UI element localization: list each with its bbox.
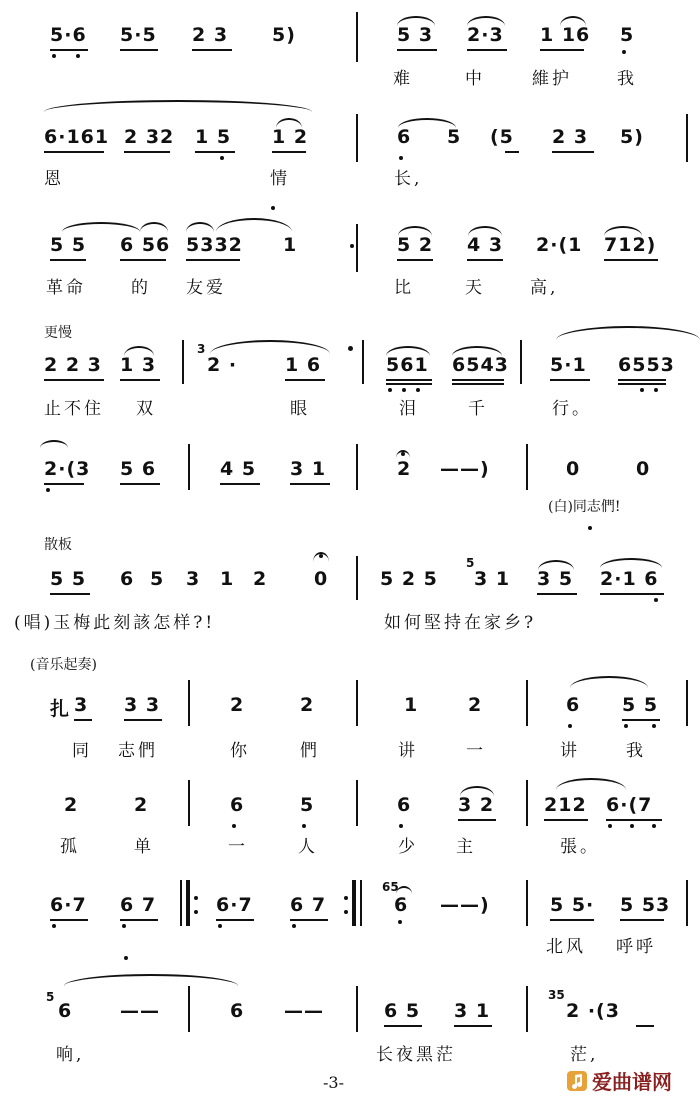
underline xyxy=(537,593,577,595)
note-group: 3 xyxy=(74,694,89,716)
note-group: ——) xyxy=(440,458,490,480)
underline xyxy=(120,259,166,261)
note-group: 4 5 xyxy=(220,458,257,480)
tempo-marking: 散板 xyxy=(44,537,72,553)
octave-dot xyxy=(218,924,222,928)
note-group: 5 xyxy=(620,24,635,46)
underline xyxy=(44,483,84,485)
slur xyxy=(604,226,642,236)
lyric: 我 xyxy=(617,69,637,89)
note-group: 2·(1 xyxy=(536,234,583,256)
underline xyxy=(505,151,519,153)
octave-dot xyxy=(232,824,236,828)
underline xyxy=(120,49,158,51)
underline xyxy=(600,593,664,595)
lyric: 止不住 xyxy=(44,399,104,419)
note-group: 1 xyxy=(283,234,298,256)
octave-dot xyxy=(652,724,656,728)
underline xyxy=(397,49,437,51)
note-group: 2 2 3 xyxy=(44,354,102,376)
underline xyxy=(186,259,240,261)
slur xyxy=(538,560,574,570)
lyric: 孤 xyxy=(60,837,80,857)
note-group: 0 xyxy=(314,568,329,590)
slur xyxy=(468,226,502,236)
note-group: 2 32 xyxy=(124,126,175,148)
note-group: 2 xyxy=(397,458,412,480)
lyric: 友爱 xyxy=(186,278,226,298)
slur xyxy=(40,440,68,448)
note-group: 6 xyxy=(394,894,409,916)
slur xyxy=(62,222,140,232)
octave-dot xyxy=(302,824,306,828)
bar-line xyxy=(356,114,358,162)
note-group: 1 5 xyxy=(195,126,232,148)
note-group: 6 xyxy=(58,1000,73,1022)
slur xyxy=(124,346,154,356)
note-group: 3 5 xyxy=(537,568,574,590)
note-group: 3 3 xyxy=(124,694,161,716)
music-note-icon xyxy=(566,1070,588,1092)
note-group: 712) xyxy=(604,234,657,256)
slur xyxy=(467,16,505,26)
underline xyxy=(50,593,90,595)
note-group: —— xyxy=(284,1000,324,1022)
site-watermark xyxy=(566,1066,672,1095)
note-group: 5·1 xyxy=(550,354,587,376)
lyric: 单 xyxy=(134,837,154,857)
lyric: 革命 xyxy=(46,278,86,298)
cue-marking: (音乐起奏) xyxy=(30,657,97,673)
slur xyxy=(397,16,435,26)
lyric: 張。 xyxy=(560,837,600,857)
note-group: 1 3 xyxy=(120,354,157,376)
note-group: 2 xyxy=(300,694,315,716)
note-group: 5) xyxy=(272,24,296,46)
note-group: 4 3 xyxy=(467,234,504,256)
note-group: 212 xyxy=(544,794,587,816)
note-group: 2 3 xyxy=(192,24,229,46)
note-group: 561 xyxy=(386,354,429,376)
note-group: 5 5· xyxy=(550,894,595,916)
underline xyxy=(195,151,235,153)
lyric: 比 xyxy=(394,278,414,298)
slur xyxy=(460,786,494,796)
slur xyxy=(556,778,626,790)
octave-dot xyxy=(350,244,354,248)
note-group: 3 xyxy=(186,568,201,590)
note-group: 6 7 xyxy=(120,894,157,916)
grace-note: 5 xyxy=(46,990,55,1004)
note-group: 6553 xyxy=(618,354,675,376)
lyric: 天 xyxy=(465,278,485,298)
lyric: 长夜黑茫 xyxy=(376,1045,456,1065)
slur xyxy=(398,118,456,128)
underline xyxy=(550,919,594,921)
lyric: 泪 xyxy=(399,399,419,419)
grace-note: 65 xyxy=(382,880,399,894)
octave-dot xyxy=(399,156,403,160)
note-group: 2·3 xyxy=(467,24,504,46)
octave-dot xyxy=(124,956,128,960)
underline xyxy=(120,919,158,921)
strike-marking: 扎 xyxy=(50,698,71,720)
octave-dot xyxy=(76,54,80,58)
note-group: 2 3 xyxy=(552,126,589,148)
underline xyxy=(386,383,432,385)
underline xyxy=(44,151,104,153)
note-group: 2 xyxy=(253,568,268,590)
underline xyxy=(44,379,104,381)
underline xyxy=(458,819,496,821)
repeat-end-bar xyxy=(352,880,356,926)
note-group: 2 ·(3 xyxy=(566,1000,620,1022)
note-group: 3 2 xyxy=(458,794,495,816)
bar-line xyxy=(188,986,190,1032)
lyric: (唱)玉梅此刻該怎样?! xyxy=(14,613,216,633)
lyric: 恩 xyxy=(44,169,64,189)
note-group: 6 xyxy=(397,126,412,148)
bar-line xyxy=(686,680,688,726)
underline xyxy=(216,919,254,921)
octave-dot xyxy=(640,388,644,392)
octave-dot xyxy=(220,156,224,160)
lyric: 讲 xyxy=(560,741,580,761)
repeat-dot xyxy=(194,896,198,900)
underline xyxy=(467,49,507,51)
lyric: 情 xyxy=(270,169,290,189)
lyric: 长, xyxy=(394,169,423,189)
repeat-start-bar xyxy=(186,880,190,926)
slur xyxy=(452,346,502,356)
note-group: 5 5 xyxy=(622,694,659,716)
note-group: 6 xyxy=(230,794,245,816)
note-group: 2 · xyxy=(207,354,238,376)
lyric: 难 xyxy=(393,69,413,89)
octave-dot xyxy=(622,50,626,54)
slur xyxy=(186,222,214,232)
note-group: 5 6 xyxy=(120,458,157,480)
lyric: 維护 xyxy=(532,69,572,89)
underline xyxy=(604,259,658,261)
lyric: 北风 xyxy=(546,937,586,957)
octave-dot xyxy=(388,388,392,392)
lyric: 茫, xyxy=(570,1045,599,1065)
fermata-dot xyxy=(319,554,323,558)
note-group: 5 2 xyxy=(397,234,434,256)
note-group: 6 7 xyxy=(290,894,327,916)
note-group: 5332 xyxy=(186,234,243,256)
bar-line xyxy=(188,780,190,826)
lyric: 如何堅持在家乡? xyxy=(384,613,537,633)
underline xyxy=(50,49,88,51)
slur xyxy=(386,346,430,356)
bar-line xyxy=(356,444,358,490)
slur xyxy=(570,676,648,688)
note-group: 5 xyxy=(300,794,315,816)
underline xyxy=(120,379,160,381)
underline xyxy=(124,719,162,721)
octave-dot xyxy=(348,346,353,351)
octave-dot xyxy=(402,388,406,392)
underline xyxy=(552,151,594,153)
underline xyxy=(454,1025,492,1027)
bar-line xyxy=(526,880,528,926)
octave-dot xyxy=(398,920,402,924)
underline xyxy=(290,919,328,921)
bar-line xyxy=(356,12,358,62)
note-group: 1 xyxy=(220,568,235,590)
bar-line xyxy=(686,880,688,926)
note-group: —— xyxy=(120,1000,160,1022)
tempo-marking: 更慢 xyxy=(44,325,72,341)
slur xyxy=(210,340,330,354)
underline xyxy=(636,1025,654,1027)
bar-line xyxy=(526,680,528,726)
underline xyxy=(50,259,86,261)
note-group: 2 xyxy=(64,794,79,816)
note-group: 2·(3 xyxy=(44,458,91,480)
note-group: 6·7 xyxy=(216,894,253,916)
bar-line xyxy=(188,444,190,490)
lyric: 志們 xyxy=(118,741,158,761)
spoken-line: (白)同志們! xyxy=(548,499,621,515)
underline xyxy=(622,719,660,721)
underline xyxy=(290,483,330,485)
note-group: 6·7 xyxy=(50,894,87,916)
lyric: 一 xyxy=(228,837,248,857)
lyric: 一 xyxy=(466,741,486,761)
note-group: 5) xyxy=(620,126,644,148)
note-group: 3 1 xyxy=(290,458,327,480)
octave-dot xyxy=(122,924,126,928)
note-group: 6·161 xyxy=(44,126,110,148)
octave-dot xyxy=(52,54,56,58)
bar-line xyxy=(526,444,528,490)
note-group: 6 xyxy=(397,794,412,816)
bar-line xyxy=(356,986,358,1032)
underline xyxy=(220,483,260,485)
octave-dot xyxy=(588,526,592,530)
underline xyxy=(544,819,588,821)
underline xyxy=(272,151,306,153)
slur xyxy=(600,558,662,568)
slur xyxy=(64,974,238,986)
note-group: 5 2 5 xyxy=(380,568,438,590)
watermark-text: 爱曲谱网 xyxy=(592,1070,672,1094)
note-group: 2 xyxy=(134,794,149,816)
underline xyxy=(452,379,504,381)
bar-line xyxy=(182,340,184,384)
octave-dot xyxy=(630,824,634,828)
octave-dot xyxy=(568,724,572,728)
underline xyxy=(120,483,160,485)
octave-dot xyxy=(608,824,612,828)
note-group: 6 xyxy=(230,1000,245,1022)
note-group: ——) xyxy=(440,894,490,916)
lyric: 的 xyxy=(131,278,151,298)
note-group: 6 xyxy=(566,694,581,716)
bar-line xyxy=(180,880,182,926)
lyric: 少 xyxy=(398,837,418,857)
lyric: 你 xyxy=(230,741,250,761)
slur xyxy=(560,16,586,26)
note-group: 5 53 xyxy=(620,894,671,916)
lyric: 讲 xyxy=(398,741,418,761)
slur xyxy=(216,218,292,232)
underline xyxy=(50,919,88,921)
bar-line xyxy=(362,340,364,384)
underline xyxy=(618,379,666,381)
bar-line xyxy=(360,880,362,926)
slur xyxy=(398,226,432,236)
bar-line xyxy=(188,680,190,726)
octave-dot xyxy=(654,598,658,602)
note-group: 1 16 xyxy=(540,24,591,46)
page-number: -3- xyxy=(323,1073,344,1092)
note-group: 5·6 xyxy=(50,24,87,46)
octave-dot xyxy=(292,924,296,928)
underline xyxy=(467,259,503,261)
octave-dot xyxy=(416,388,420,392)
bar-line xyxy=(526,986,528,1032)
note-group: 5 xyxy=(150,568,165,590)
lyric: 高, xyxy=(530,278,559,298)
underline xyxy=(285,379,325,381)
underline xyxy=(620,919,664,921)
octave-dot xyxy=(271,206,275,210)
grace-note: 3 xyxy=(197,342,206,356)
note-group: 6543 xyxy=(452,354,509,376)
bar-line xyxy=(686,114,688,162)
note-group: 0 xyxy=(636,458,651,480)
note-group: 2·1 6 xyxy=(600,568,659,590)
octave-dot xyxy=(624,724,628,728)
underline xyxy=(618,383,666,385)
underline xyxy=(192,49,232,51)
lyric: 行。 xyxy=(552,399,592,419)
note-group: (5 xyxy=(490,126,514,148)
repeat-dot xyxy=(194,910,198,914)
note-group: 3 1 xyxy=(454,1000,491,1022)
note-group: 1 xyxy=(404,694,419,716)
underline xyxy=(74,719,92,721)
lyric: 响, xyxy=(56,1045,85,1065)
bar-line xyxy=(356,224,358,272)
bar-line xyxy=(520,340,522,384)
underline xyxy=(386,379,432,381)
slur xyxy=(276,118,302,128)
note-group: 1 6 xyxy=(285,354,322,376)
lyric: 同 xyxy=(72,741,92,761)
repeat-dot xyxy=(344,910,348,914)
lyric: 双 xyxy=(136,399,156,419)
repeat-dot xyxy=(344,896,348,900)
lyric: 眼 xyxy=(290,399,310,419)
underline xyxy=(606,819,662,821)
note-group: 2 xyxy=(468,694,483,716)
fermata-dot xyxy=(401,452,405,456)
octave-dot xyxy=(652,824,656,828)
underline xyxy=(124,151,170,153)
bar-line xyxy=(356,556,358,600)
note-group: 5 5 xyxy=(50,568,87,590)
grace-note: 5 xyxy=(466,556,475,570)
lyric: 中 xyxy=(465,69,485,89)
underline xyxy=(550,379,590,381)
lyric: 呼呼 xyxy=(616,937,656,957)
octave-dot xyxy=(52,924,56,928)
lyric: 主 xyxy=(456,837,476,857)
slur xyxy=(44,100,312,112)
note-group: 1 2 xyxy=(272,126,309,148)
octave-dot xyxy=(654,388,658,392)
octave-dot xyxy=(399,824,403,828)
note-group: 5 xyxy=(447,126,462,148)
note-group: 0 xyxy=(566,458,581,480)
note-group: 2 xyxy=(230,694,245,716)
bar-line xyxy=(356,680,358,726)
lyric: 人 xyxy=(298,837,318,857)
bar-line xyxy=(356,780,358,826)
lyric: 千 xyxy=(468,399,488,419)
note-group: 5 3 xyxy=(397,24,434,46)
underline xyxy=(397,259,433,261)
slur xyxy=(396,886,412,894)
slur xyxy=(140,222,168,232)
bar-line xyxy=(526,780,528,826)
lyric: 們 xyxy=(300,741,320,761)
lyric: 我 xyxy=(626,741,646,761)
slur xyxy=(556,326,700,340)
octave-dot xyxy=(46,488,50,492)
note-group: 3 1 xyxy=(474,568,511,590)
underline xyxy=(452,383,504,385)
note-group: 6 xyxy=(120,568,135,590)
underline xyxy=(540,49,584,51)
note-group: 6·(7 xyxy=(606,794,653,816)
note-group: 5·5 xyxy=(120,24,157,46)
grace-note: 35 xyxy=(548,988,565,1002)
note-group: 6 5 xyxy=(384,1000,421,1022)
note-group: 5 5 xyxy=(50,234,87,256)
note-group: 6 56 xyxy=(120,234,171,256)
underline xyxy=(384,1025,422,1027)
